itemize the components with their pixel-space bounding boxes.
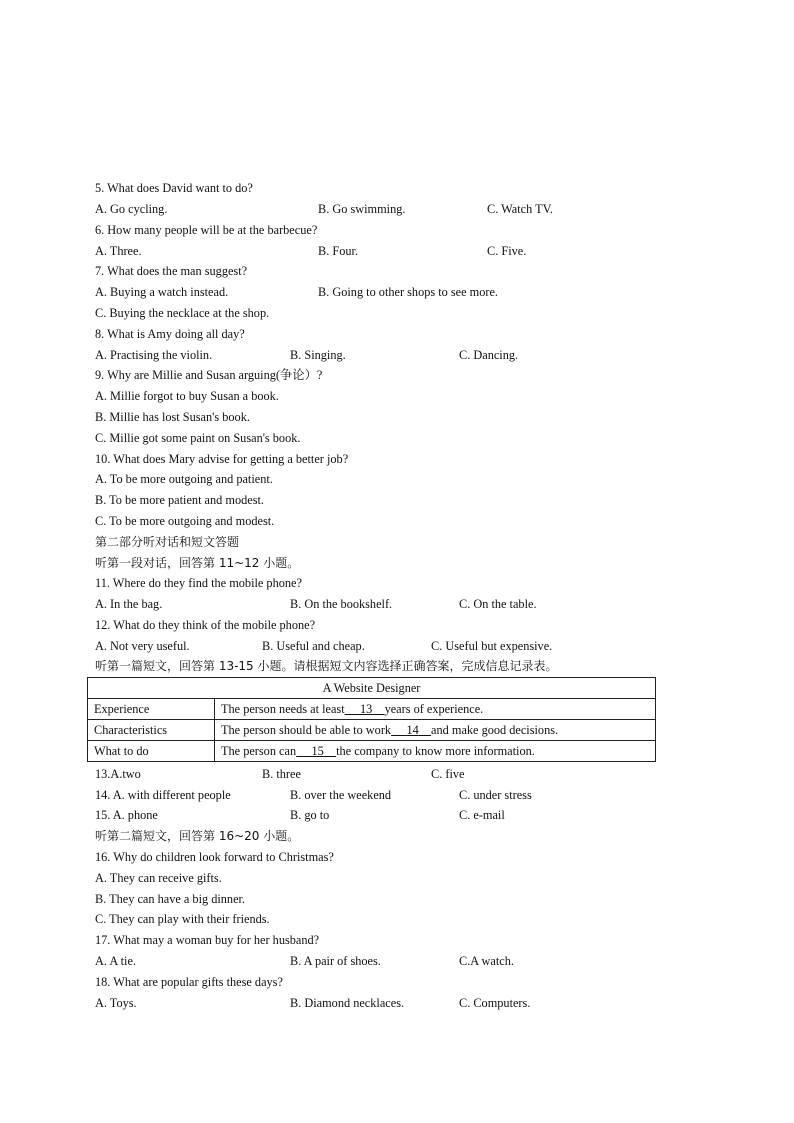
q14-option-a: 14. A. with different people [95, 788, 231, 802]
table-row [88, 699, 656, 720]
q11-option-c: C. On the table. [459, 597, 537, 611]
q10-option-a: A. To be more outgoing and patient. [95, 472, 273, 486]
info-record-table [87, 677, 656, 762]
passage1-instruction: 听第一篇短文，回答第 13-15 小题。请根据短文内容选择正确答案，完成信息记录表。 [95, 659, 558, 673]
row-text-post: and make good decisions. [431, 722, 559, 737]
passage2-instruction: 听第二篇短文，回答第 16~20 小题。 [95, 829, 300, 843]
q15-option-a: 15. A. phone [95, 808, 158, 822]
row-text-post: years of experience. [384, 701, 484, 716]
row-label: What to do [88, 741, 215, 762]
q16-option-c: C. They can play with their friends. [95, 912, 270, 926]
q9-option-a: A. Millie forgot to buy Susan a book. [95, 389, 279, 403]
q18-option-c: C. Computers. [459, 996, 531, 1010]
blank-number: 15 [311, 743, 324, 758]
row-text-post: the company to know more information. [336, 743, 535, 758]
q5-option-c: C. Watch TV. [487, 202, 553, 216]
q12-option-b: B. Useful and cheap. [262, 639, 365, 653]
q16-option-a: A. They can receive gifts. [95, 871, 222, 885]
q7-option-b: B. Going to other shops to see more. [318, 285, 498, 299]
question-5-stem: 5. What does David want to do? [95, 181, 253, 195]
table-row [88, 720, 656, 741]
row-content [215, 720, 656, 741]
q18-option-a: A. Toys. [95, 996, 137, 1010]
q8-option-c: C. Dancing. [459, 348, 519, 362]
q6-option-b: B. Four. [318, 244, 358, 258]
q8-option-b: B. Singing. [290, 348, 346, 362]
q13-option-b: B. three [262, 767, 301, 781]
q15-option-c: C. e-mail [459, 808, 505, 822]
part2-heading: 第二部分听对话和短文答题 [95, 535, 240, 549]
row-content [215, 699, 656, 720]
q16-option-b: B. They can have a big dinner. [95, 892, 246, 906]
q18-option-b: B. Diamond necklaces. [290, 996, 405, 1010]
q8-option-a: A. Practising the violin. [95, 348, 213, 362]
dialog1-instruction: 听第一段对话，回答第 11~12 小题。 [95, 556, 300, 570]
table-title: A Website Designer [88, 678, 656, 699]
table-row [88, 741, 656, 762]
q14-option-c: C. under stress [459, 788, 532, 802]
row-label: Experience [88, 699, 215, 720]
q5-option-b: B. Go swimming. [318, 202, 406, 216]
row-text-pre: The person needs at least [221, 701, 345, 716]
q9-option-b: B. Millie has lost Susan's book. [95, 410, 250, 424]
question-18-stem: 18. What are popular gifts these days? [95, 975, 283, 989]
table-title-row [88, 678, 656, 699]
question-9-stem: 9. Why are Millie and Susan arguing(争论）? [95, 368, 323, 382]
blank-number: 14 [406, 722, 419, 737]
question-6-stem: 6. How many people will be at the barbecue? [95, 223, 318, 237]
question-12-stem: 12. What do they think of the mobile phone? [95, 618, 316, 632]
question-17-stem: 17. What may a woman buy for her husband? [95, 933, 320, 947]
q13-option-c: C. five [431, 767, 465, 781]
q11-option-a: A. In the bag. [95, 597, 163, 611]
q6-option-a: A. Three. [95, 244, 142, 258]
row-text-pre: The person should be able to work [221, 722, 392, 737]
answer-blank-13 [345, 702, 385, 717]
q7-option-c: C. Buying the necklace at the shop. [95, 306, 270, 320]
row-content [215, 741, 656, 762]
q10-option-c: C. To be more outgoing and modest. [95, 514, 275, 528]
question-10-stem: 10. What does Mary advise for getting a better job? [95, 452, 349, 466]
q7-option-a: A. Buying a watch instead. [95, 285, 229, 299]
question-11-stem: 11. Where do they find the mobile phone? [95, 576, 302, 590]
question-16-stem: 16. Why do children look forward to Christmas? [95, 850, 334, 864]
question-8-stem: 8. What is Amy doing all day? [95, 327, 245, 341]
answer-blank-14 [391, 723, 431, 738]
q17-option-b: B. A pair of shoes. [290, 954, 381, 968]
question-7-stem: 7. What does the man suggest? [95, 264, 248, 278]
q9-option-c: C. Millie got some paint on Susan's book. [95, 431, 301, 445]
row-text-pre: The person can [221, 743, 297, 758]
q17-option-c: C.A watch. [459, 954, 514, 968]
q17-option-a: A. A tie. [95, 954, 136, 968]
q12-option-c: C. Useful but expensive. [431, 639, 553, 653]
row-label: Characteristics [88, 720, 215, 741]
q10-option-b: B. To be more patient and modest. [95, 493, 264, 507]
q15-option-b: B. go to [290, 808, 330, 822]
q12-option-a: A. Not very useful. [95, 639, 190, 653]
q5-option-a: A. Go cycling. [95, 202, 168, 216]
q13-option-a: 13.A.two [95, 767, 141, 781]
answer-blank-15 [296, 744, 336, 759]
blank-number: 13 [359, 701, 373, 716]
q11-option-b: B. On the bookshelf. [290, 597, 393, 611]
q14-option-b: B. over the weekend [290, 788, 392, 802]
q6-option-c: C. Five. [487, 244, 527, 258]
